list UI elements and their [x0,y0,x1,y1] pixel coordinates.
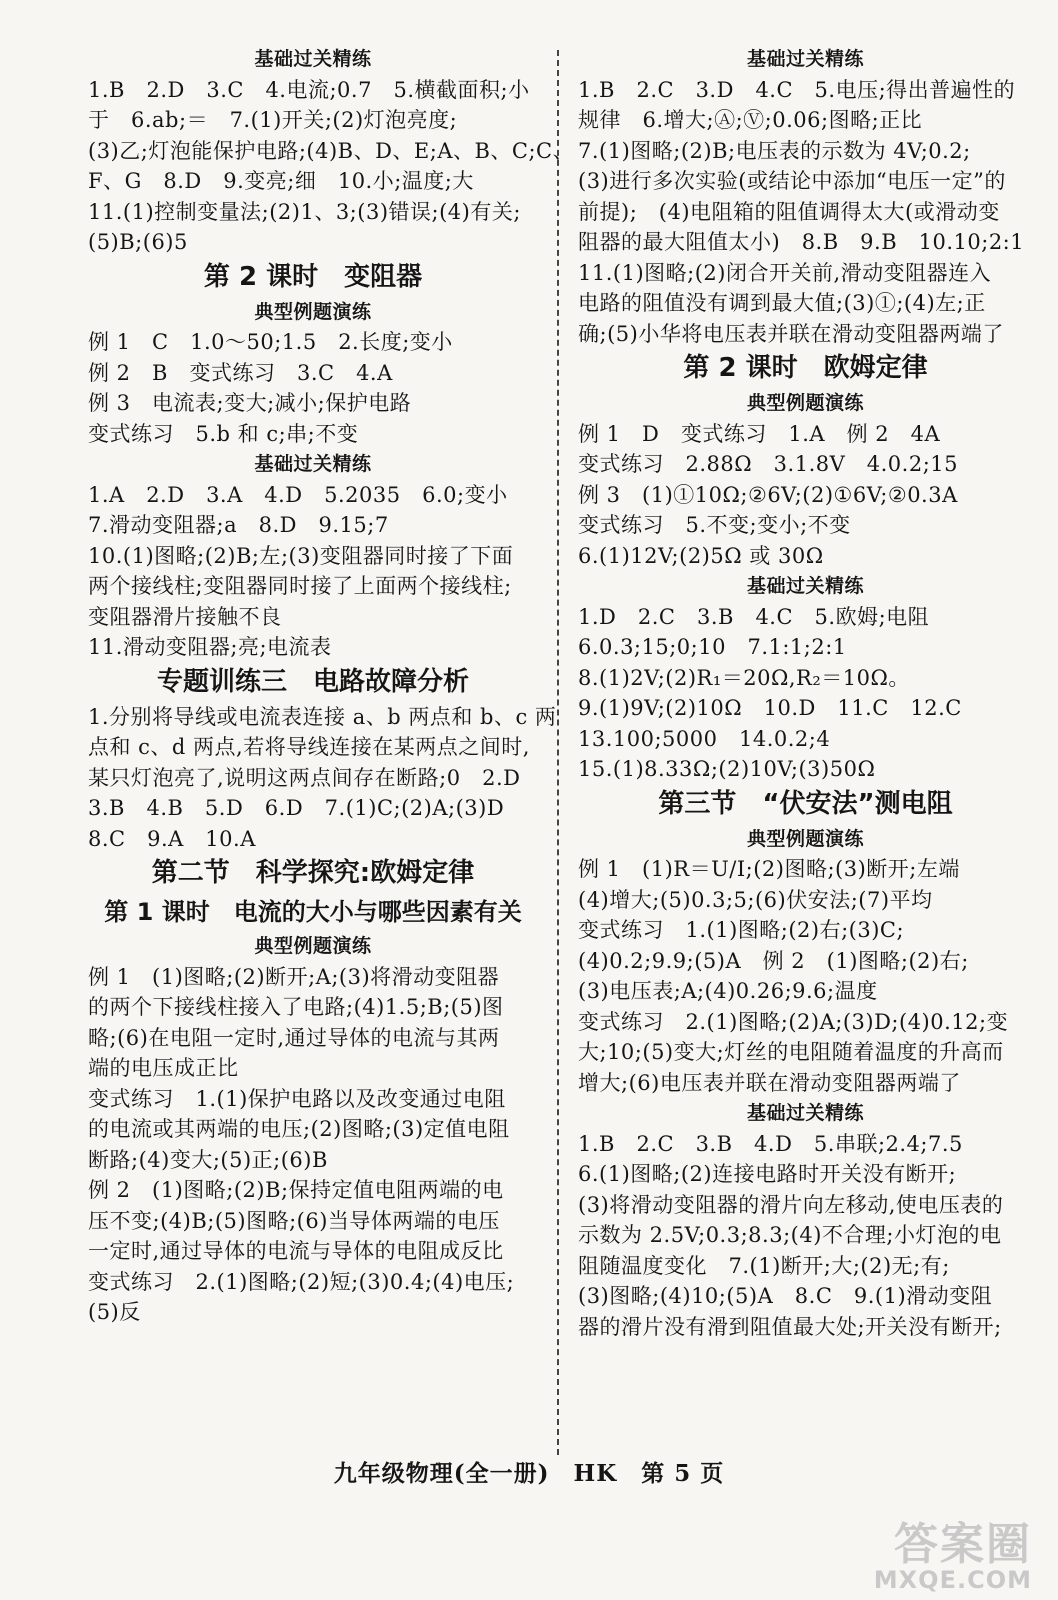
answer-line: 例 2 B 变式练习 3.C 4.A [88,360,393,385]
answer-line: 略;(6)在电阻一定时,通过导体的电流与其两 [88,1025,500,1050]
answer-line: 于 6.ab;＝ 7.(1)开关;(2)灯泡亮度; [88,108,458,132]
answer-line: 的两个下接线柱接入了电路;(4)1.5;B;(5)图 [88,995,504,1019]
answer-line: 13.100;5000 14.0.2;4 [578,726,831,751]
answer-line: 例 1 (1)图略;(2)断开;A;(3)将滑动变阻器 [88,964,500,989]
answer-line: 1.B 2.C 3.D 4.C 5.电压;得出普遍性的 [578,77,1016,102]
answer-line: (3)进行多次实验(或结论中添加“电压一定”的 [578,169,1006,193]
answer-line: (3)乙;灯泡能保护电路;(4)B、D、E;A、B、C;C、 [88,138,575,163]
answer-line: 压不变;(4)B;(5)图略;(6)当导体两端的电压 [88,1208,500,1233]
watermark-logo [874,1508,1032,1594]
answer-line: 变式练习 2.(1)图略;(2)短;(3)0.4;(4)电压; [88,1269,515,1294]
answer-line: 变式练习 5.b 和 c;串;不变 [88,421,359,446]
answer-line: 的电流或其两端的电压;(2)图略;(3)定值电阻 [88,1117,510,1141]
answer-line: 变式练习 5.不变;变小;不变 [578,513,851,537]
answer-line: (3)将滑动变阻器的滑片向左移动,使电压表的 [578,1192,1004,1217]
answer-line: 例 1 D 变式练习 1.A 例 2 4A [578,421,941,446]
answer-line: 阻器的最大阻值太小) 8.B 9.B 10.10;2:1 [578,230,1025,254]
section-heading: 基础过关精练 [746,1102,864,1124]
answer-line: 例 3 (1)①10Ω;②6V;(2)①6V;②0.3A [578,482,958,507]
section-heading: 基础过关精练 [254,453,372,475]
section-heading: 基础过关精练 [746,48,864,70]
answer-line: 1.A 2.D 3.A 4.D 5.2035 6.0;变小 [88,482,508,507]
answer-line: 规律 6.增大;Ⓐ;Ⓥ;0.06;图略;正比 [578,108,923,132]
answer-line: 端的电压成正比 [88,1056,239,1080]
answer-line: 7.滑动变阻器;a 8.D 9.15;7 [88,513,389,537]
section-heading: 基础过关精练 [746,575,864,597]
section-heading: 基础过关精练 [254,48,372,70]
answer-line: (5)反 [88,1300,141,1324]
answer-line: 7.(1)图略;(2)B;电压表的示数为 4V;0.2; [578,138,971,163]
answer-line: 1.B 2.C 3.B 4.D 5.串联;2.4;7.5 [578,1131,963,1156]
answer-line: 增大;(6)电压表并联在滑动变阻器两端了 [578,1070,961,1095]
answer-line: 15.(1)8.33Ω;(2)10V;(3)50Ω [578,757,876,781]
answer-line: 1.D 2.C 3.B 4.C 5.欧姆;电阻 [578,604,930,629]
section-heading: 第 1 课时 电流的大小与哪些因素有关 [104,898,522,926]
right-column [578,44,1033,1342]
answer-line: 例 1 C 1.0～50;1.5 2.长度;变小 [88,330,453,354]
answer-line: (4)增大;(5)0.3;5;(6)伏安法;(7)平均 [578,887,933,912]
answer-line: 电路的阻值没有调到最大值;(3)①;(4)左;正 [578,291,986,315]
answer-line: 例 2 (1)图略;(2)B;保持定值电阻两端的电 [88,1178,504,1202]
answer-line: 8.(1)2V;(2)R₁＝20Ω,R₂＝10Ω。 [578,665,910,690]
answer-line: 变式练习 2.(1)图略;(2)A;(3)D;(4)0.12;变 [578,1009,1009,1034]
answer-line: 6.(1)图略;(2)连接电路时开关没有断开; [578,1162,957,1186]
answer-line: 3.B 4.B 5.D 6.D 7.(1)C;(2)A;(3)D [88,796,505,820]
answer-line: (4)0.2;9.9;(5)A 例 2 (1)图略;(2)右; [578,948,969,973]
answer-line: 9.(1)9V;(2)10Ω 10.D 11.C 12.C [578,696,962,720]
answer-line: (3)图略;(4)10;(5)A 8.C 9.(1)滑动变阻 [578,1284,993,1308]
answer-line: 点和 c、d 两点,若将导线连接在某两点之间时, [88,735,530,759]
answer-line: (5)B;(6)5 [88,230,188,254]
answer-line: 器的滑片没有滑到阻值最大处;开关没有断开; [578,1314,1002,1339]
answer-line: 变式练习 1.(1)保护电路以及改变通过电阻 [88,1086,506,1111]
section-heading: 典型例题演练 [746,392,864,414]
section-heading: 专题训练三 电路故障分析 [156,666,469,697]
section-heading: 第 2 课时 变阻器 [203,261,423,292]
section-heading: 典型例题演练 [254,300,372,323]
column-divider [557,50,559,1455]
answer-line: 1.B 2.D 3.C 4.电流;0.7 5.横截面积;小 [88,77,530,102]
answer-line: 前提); (4)电阻箱的阻值调得太大(或滑动变 [578,199,1000,224]
answer-line: 8.C 9.A 10.A [88,826,256,851]
section-heading: 第 2 课时 欧姆定律 [683,353,928,383]
answer-line: (3)电压表;A;(4)0.26;9.6;温度 [578,979,878,1003]
answer-line: 示数为 2.5V;0.3;8.3;(4)不合理;小灯泡的电 [578,1223,1002,1247]
page-footer: 九年级物理(全一册) HK 第 5 页 [333,1460,725,1487]
answer-line: 断路;(4)变大;(5)正;(6)B [88,1147,328,1172]
section-heading: 典型例题演练 [254,935,372,957]
answer-line: 大;10;(5)变大;灯丝的电阻随着温度的升高而 [578,1040,1004,1064]
answer-line: 10.(1)图略;(2)B;左;(3)变阻器同时接了下面 [88,543,514,568]
answer-line: 1.分别将导线或电流表连接 a、b 两点和 b、c 两 [88,704,557,729]
answer-line: 确;(5)小华将电压表并联在滑动变阻器两端了 [578,321,1004,346]
answer-line: F、G 8.D 9.变亮;细 10.小;温度;大 [88,169,474,193]
watermark-text: 答案圈 [894,1519,1032,1570]
answer-line: 6.(1)12V;(2)5Ω 或 30Ω [578,543,824,568]
answer-line: 11.(1)控制变量法;(2)1、3;(3)错误;(4)有关; [88,199,521,224]
answer-line: 例 1 (1)R＝U/I;(2)图略;(3)断开;左端 [578,857,960,881]
answer-line: 一定时,通过导体的电流与导体的电阻成反比 [88,1239,504,1263]
answer-line: 11.滑动变阻器;亮;电流表 [88,635,332,659]
answer-line: 变阻器滑片接触不良 [88,604,282,629]
left-column [88,44,575,1328]
watermark-url: MXQE.COM [873,1566,1032,1594]
answer-line: 例 3 电流表;变大;减小;保护电路 [88,391,412,415]
answer-line: 阻随温度变化 7.(1)断开;大;(2)无;有; [578,1253,950,1278]
answer-line: 6.0.3;15;0;10 7.1:1;2:1 [578,635,847,659]
section-heading: 典型例题演练 [746,827,864,850]
answer-line: 变式练习 1.(1)图略;(2)右;(3)C; [578,918,905,942]
answer-line: 11.(1)图略;(2)闭合开关前,滑动变阻器连入 [578,260,992,285]
answer-line: 某只灯泡亮了,说明这两点间存在断路;0 2.D [88,765,521,790]
answer-line: 变式练习 2.88Ω 3.1.8V 4.0.2;15 [578,452,958,476]
section-heading: 第二节 科学探究:欧姆定律 [151,858,475,888]
answer-line: 两个接线柱;变阻器同时接了上面两个接线柱; [88,574,512,598]
section-heading: 第三节 “伏安法”测电阻 [658,788,953,819]
